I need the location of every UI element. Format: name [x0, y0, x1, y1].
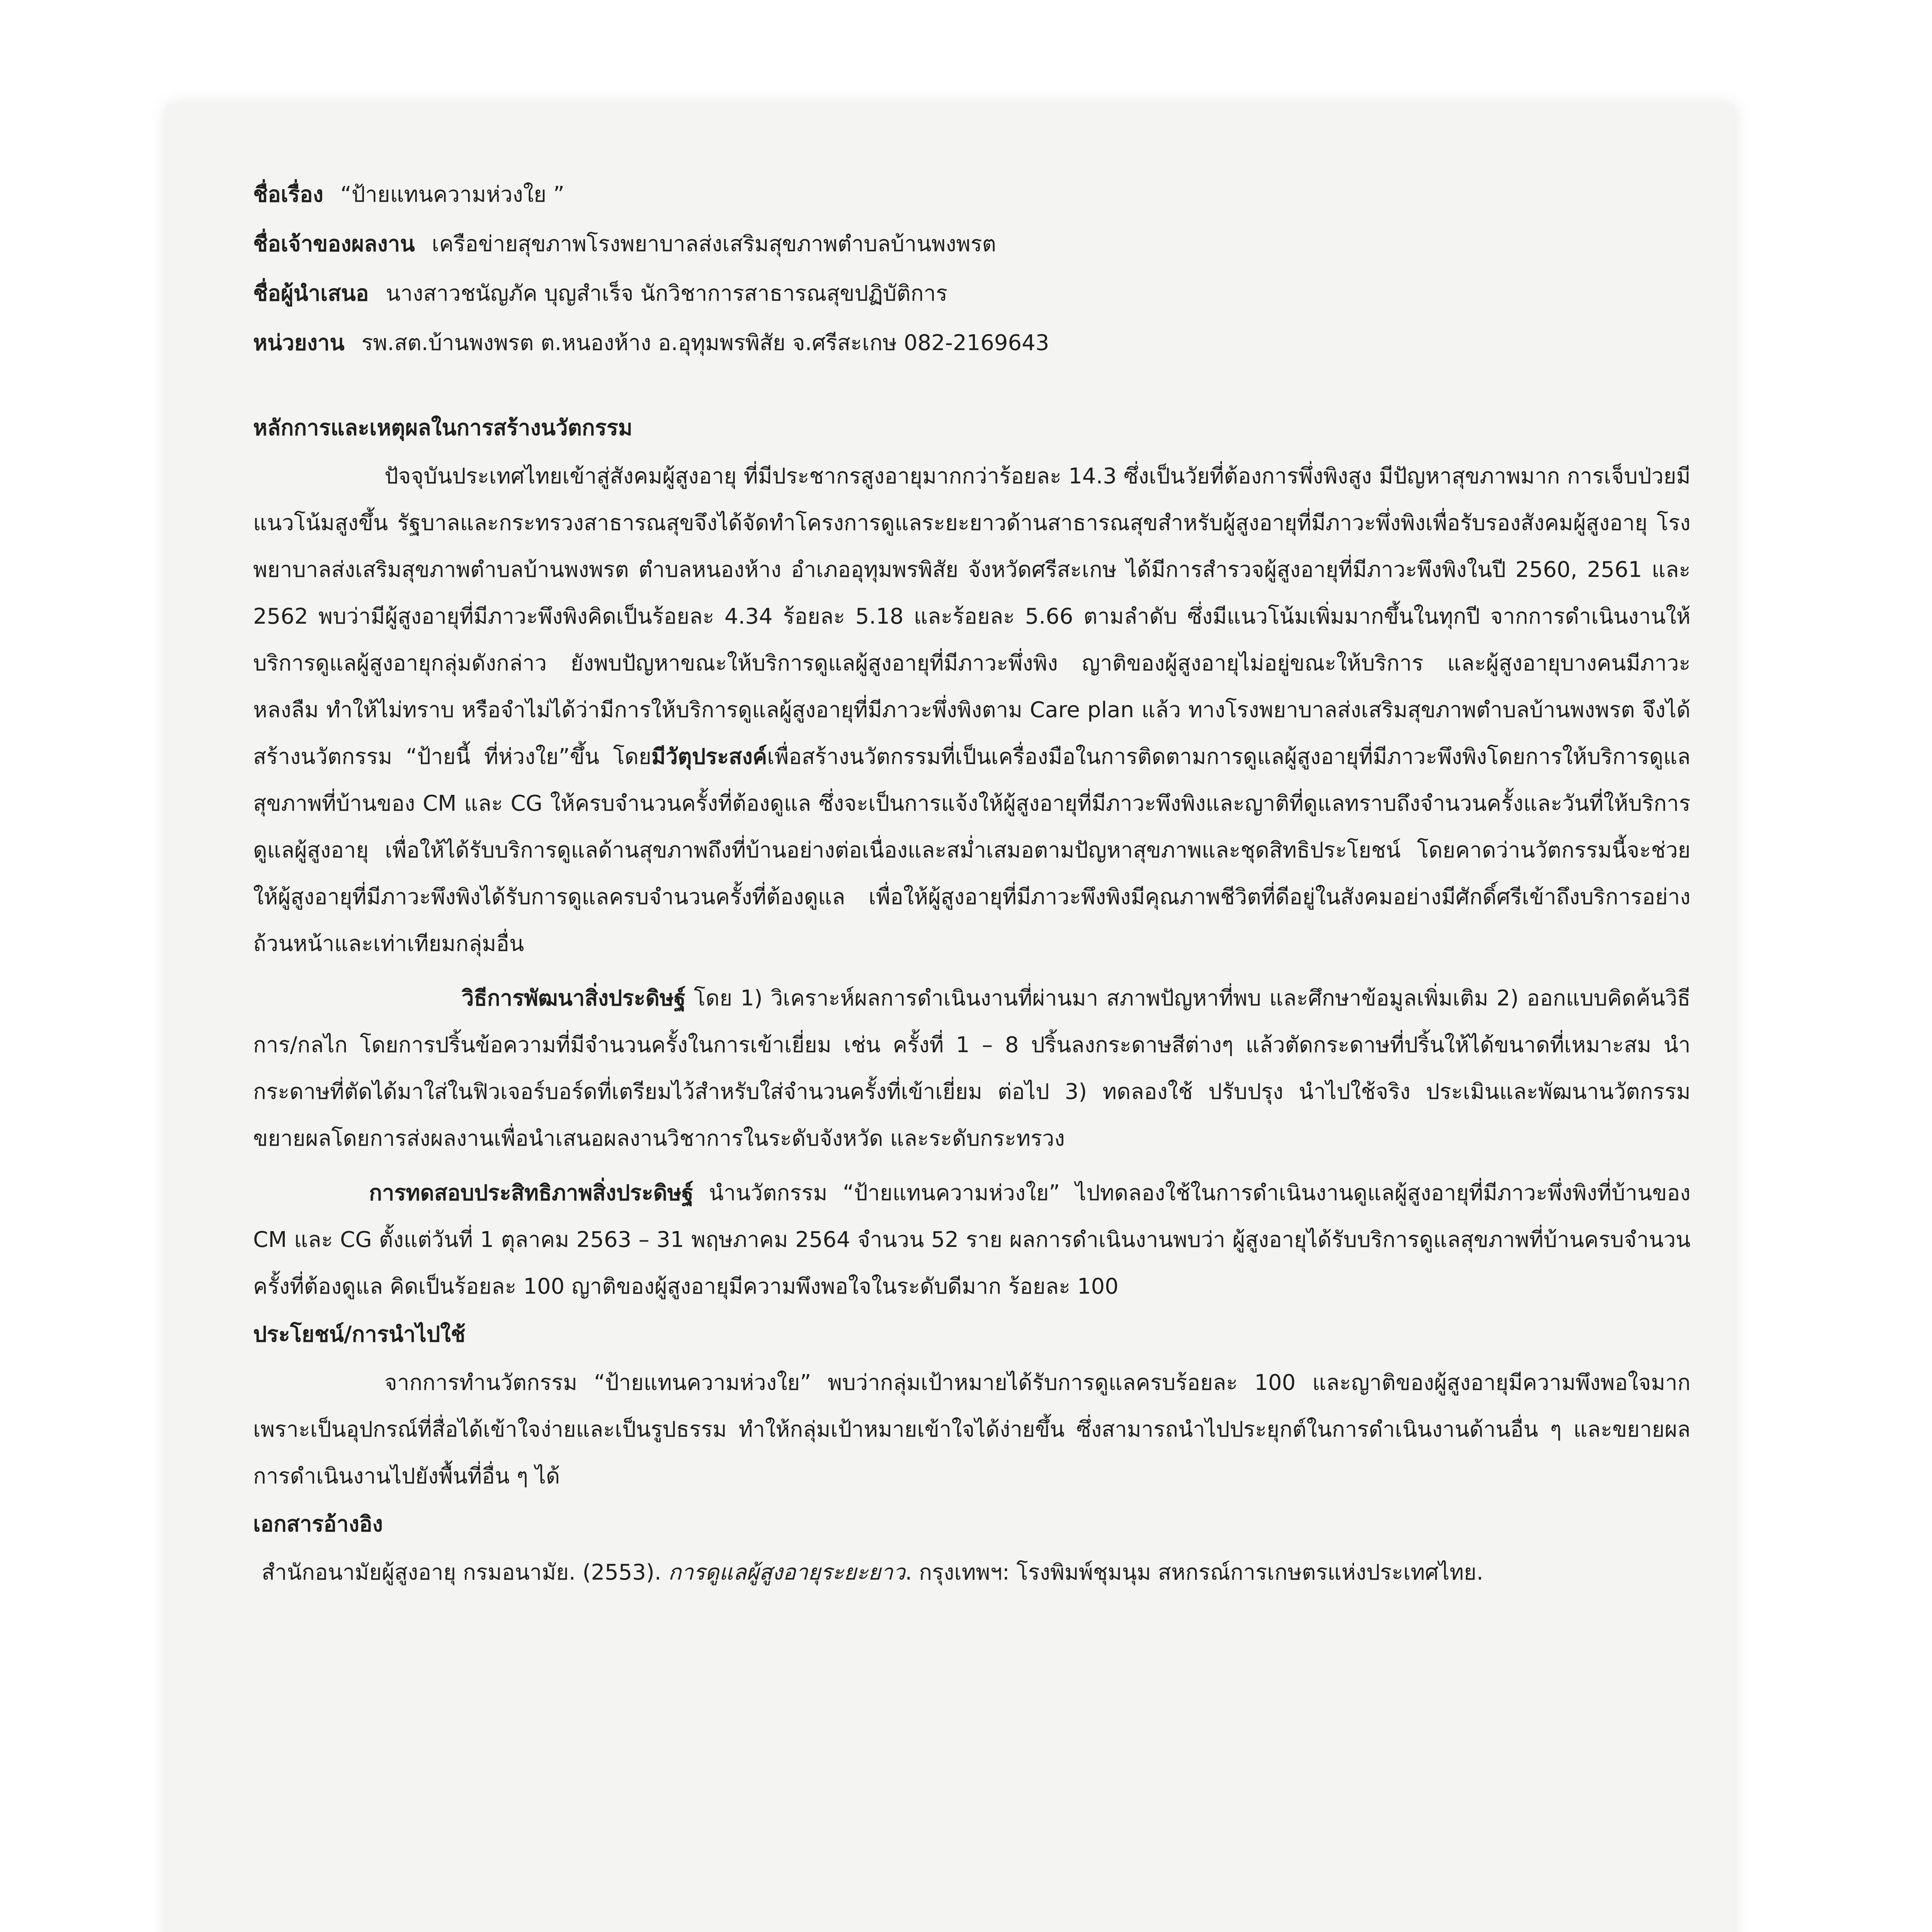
reference-publisher: . กรุงเทพฯ: โรงพิมพ์ชุมนุม สหกรณ์การเกษตรแห่งประเทศไทย.: [905, 1560, 1483, 1585]
method-heading: วิธีการพัฒนาสิ่งประดิษฐ์: [462, 986, 686, 1011]
objective-label: มีวัตุประสงค์: [651, 744, 767, 769]
document-content: [253, 170, 1690, 1596]
presenter-value: นางสาวชนัญภัค บุญสำเร็จ นักวิชาการสาธารณสุขปฏิบัติการ: [386, 281, 948, 306]
benefit-paragraph: จากการทำนวัตกรรม “ป้ายแทนความห่วงใย” พบว่ากลุ่มเป้าหมายได้รับการดูแลครบร้อยละ 100 และญาติของผู้สูงอายุมีความพึงพอใจมาก เพราะเป็นอุปกรณ์ที่สื่อได้เข้าใจง่ายและเป็นรูปธรรม ทำให้กลุ่มเป้าหมายเข้าใจได้ง่ายขึ้น ซึ่งสามารถนำไปประยุกต์ในการดำเนินงานด้านอื่น ๆ และขยายผลการดำเนินงานไปยังพื้นที่อื่น ๆ ได้: [253, 1370, 1690, 1489]
rationale-paragraph: [253, 453, 1690, 967]
method-paragraph: [253, 975, 1690, 1162]
reference-entry: [253, 1549, 1690, 1596]
testing-text: นำนวัตกรรม “ป้ายแทนความห่วงใย” ไปทดลองใช้ในการดำเนินงานดูแลผู้สูงอายุที่มีภาวะพึ่งพิงที่บ้านของ CM และ CG ตั้งแต่วันที่ 1 ตุลาคม 2563 – 31 พฤษภาคม 2564 จำนวน 52 ราย ผลการดำเนินงานพบว่า ผู้สูงอายุได้รับบริการดูแลสุขภาพที่บ้านครบจำนวนครั้งที่ต้องดูแล คิดเป็นร้อยละ 100 ญาติของผู้สูงอายุมีความพึงพอใจในระดับดีมาก ร้อยละ 100: [253, 1180, 1690, 1299]
owner-label: ชื่อเจ้าของผลงาน: [253, 231, 415, 257]
rationale-heading: หลักการและเหตุผลในการสร้างนวัตกรรม: [253, 415, 633, 440]
testing-paragraph: [253, 1170, 1690, 1310]
testing-heading: การทดสอบประสิทธิภาพสิ่งประดิษฐ์: [369, 1180, 694, 1206]
unit-line: [253, 318, 1690, 368]
method-text: โดย 1) วิเคราะห์ผลการดำเนินงานที่ผ่านมา สภาพปัญหาที่พบ และศึกษาข้อมูลเพิ่มเติม 2) ออกแบบคิดค้นวิธีการ/กลไก โดยการปริ้นข้อความที่มีจำนวนครั้งในการเข้าเยี่ยม เช่น ครั้งที่ 1 – 8 ปริ้นลงกระดาษสีต่างๆ แล้วตัดกระดาษที่ปริ้นให้ได้ขนาดที่เหมาะสม นำกระดาษที่ตัดได้มาใส่ในฟิวเจอร์บอร์ดที่เตรียมไว้สำหรับใส่จำนวนครั้งที่เข้าเยี่ยม ต่อไป 3) ทดลองใช้ ปรับปรุง นำไปใช้จริง ประเมินและพัฒนานวัตกรรม ขยายผลโดยการส่งผลงานเพื่อนำเสนอผลงานวิชาการในระดับจังหวัด และระดับกระทรวง: [253, 986, 1690, 1151]
title-line: [253, 170, 1690, 219]
unit-label: หน่วยงาน: [253, 330, 345, 355]
benefit-heading: ประโยชน์/การนำไปใช้: [253, 1322, 466, 1347]
title-label: ชื่อเรื่อง: [253, 182, 323, 207]
title-value: “ป้ายแทนความห่วงใย ”: [340, 182, 565, 207]
owner-value: เครือข่ายสุขภาพโรงพยาบาลส่งเสริมสุขภาพตำบลบ้านพงพรต: [432, 231, 997, 257]
presenter-label: ชื่อผู้นำเสนอ: [253, 281, 369, 306]
reference-author: สำนักอนามัยผู้สูงอายุ กรมอนามัย. (2553).: [262, 1560, 668, 1585]
unit-value: รพ.สต.บ้านพงพรต ต.หนองห้าง อ.อุทุมพรพิสัย จ.ศรีสะเกษ 082-2169643: [361, 330, 1049, 355]
rationale-text-2: เพื่อสร้างนวัตกรรมที่เป็นเครื่องมือในการติดตามการดูแลผู้สูงอายุที่มีภาวะพึงพิงโดยการให้บริการดูแลสุขภาพที่บ้านของ CM และ CG ให้ครบจำนวนครั้งที่ต้องดูแล ซึ่งจะเป็นการแจ้งให้ผู้สูงอายุที่มีภาวะพึงพิงและญาติที่ดูแลทราบถึงจำนวนครั้งและวันที่ให้บริการดูแลผู้สูงอายุ เพื่อให้ได้รับบริการดูแลด้านสุขภาพถึงที่บ้านอย่างต่อเนื่องและสม่ำเสมอตามปัญหาสุขภาพและชุดสิทธิประโยชน์ โดยคาดว่านวัตกรรมนี้จะช่วยให้ผู้สูงอายุที่มีภาวะพึงพิงได้รับการดูแลครบจำนวนครั้งที่ต้องดูแล เพื่อให้ผู้สูงอายุที่มีภาวะพึงพิงมีคุณภาพชีวิตที่ดีอยู่ในสังคมอย่างมีศักดิ์ศรีเข้าถึงบริการอย่างถ้วนหน้าและเท่าเทียมกลุ่มอื่น: [253, 744, 1690, 956]
references-heading: เอกสารอ้างอิง: [253, 1512, 383, 1537]
owner-line: [253, 219, 1690, 269]
reference-title: การดูแลผู้สูงอายุระยะยาว: [668, 1560, 905, 1585]
rationale-text-1: ปัจจุบันประเทศไทยเข้าสู่สังคมผู้สูงอายุ ที่มีประชากรสูงอายุมากกว่าร้อยละ 14.3 ซึ่งเป็นวัยที่ต้องการพึ่งพิงสูง มีปัญหาสุขภาพมาก การเจ็บป่วยมีแนวโน้มสูงขึ้น รัฐบาลและกระทรวงสาธารณสุขจึงได้จัดทำโครงการดูแลระยะยาวด้านสาธารณสุขสำหรับผู้สูงอายุที่มีภาวะพึ่งพิงเพื่อรับรองสังคมผู้สูงอายุ โรงพยาบาลส่งเสริมสุขภาพตำบลบ้านพงพรต ตำบลหนองห้าง อำเภออุทุมพรพิสัย จังหวัดศรีสะเกษ ได้มีการสำรวจผู้สูงอายุที่มีภาวะพึงพิงในปี 2560, 2561 และ 2562 พบว่ามีผู้สูงอายุที่มีภาวะพึงพิงคิดเป็นร้อยละ 4.34 ร้อยละ 5.18 และร้อยละ 5.66 ตามลำดับ ซึ่งมีแนวโน้มเพิ่มมากขึ้นในทุกปี จากการดำเนินงานให้บริการดูแลผู้สูงอายุกลุ่มดังกล่าว ยังพบปัญหาขณะให้บริการดูแลผู้สูงอายุที่มีภาวะพึ่งพิง ญาติของผู้สูงอายุไม่อยู่ขณะให้บริการ และผู้สูงอายุบางคนมีภาวะหลงลืม ทำให้ไม่ทราบ หรือจำไม่ได้ว่ามีการให้บริการดูแลผู้สูงอายุที่มีภาวะพึ่งพิงตาม Care plan แล้ว ทางโรงพยาบาลส่งเสริมสุขภาพตำบลบ้านพงพรต จึงได้สร้างนวัตกรรม “ป้ายนี้ ที่ห่วงใย”ขึ้น โดย: [253, 464, 1690, 769]
presenter-line: [253, 269, 1690, 318]
